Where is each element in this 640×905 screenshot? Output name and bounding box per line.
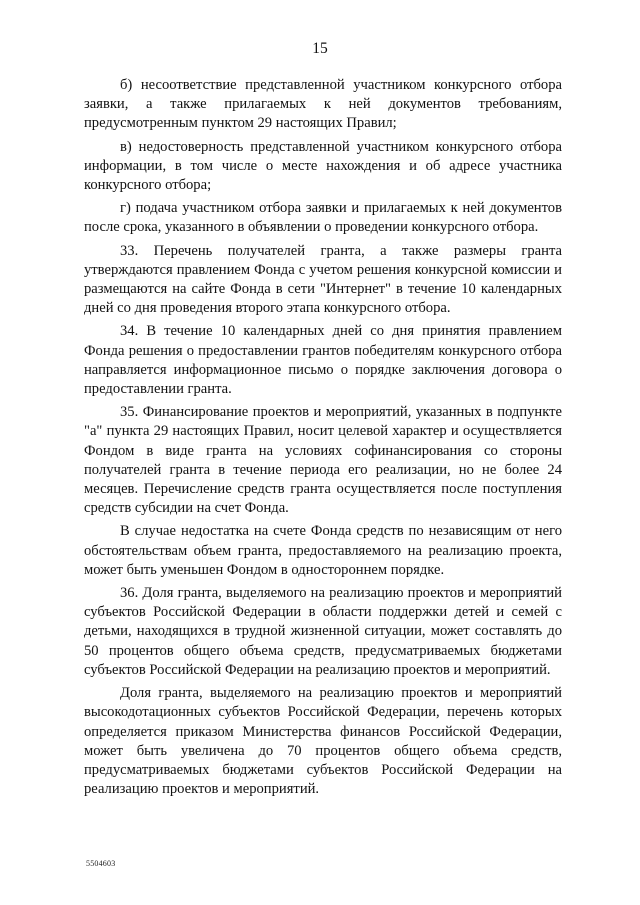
paragraph-item-g: г) подача участником отбора заявки и прилагаемых к ней документов после срока, указанного в объявлении о проведении конкурсного отбора. [84,200,562,236]
page-number: 15 [312,40,328,57]
paragraph-item-b: б) несоответствие представленной участником конкурсного отбора заявки, а также прилагаемых к ней документов требованиям, предусмотренным пунктом 29 настоящих Правил; [84,77,562,132]
paragraph-36: 36. Доля гранта, выделяемого на реализацию проектов и мероприятий субъектов Российской Федерации в области поддержки детей и семей с детьми, находящихся в трудной жизненной ситуации, может составлять до 50 процентов общего объема средств, предусматриваемых бюджетами субъектов Российской Федерации на реализацию проектов и мероприятий. [84,585,562,678]
paragraph-33: 33. Перечень получателей гранта, а также размеры гранта утверждаются правлением Фонда с учетом решения конкурсной комиссии и размещаются на сайте Фонда в сети "Интернет" в течение 10 календарных дней со дня проведения второго этапа конкурсного отбора. [84,242,562,317]
paragraph-35-continuation: В случае недостатка на счете Фонда средств по независящим от него обстоятельствам объем гранта, предоставляемого на реализацию проекта, может быть уменьшен Фондом в одностороннем порядке. [84,523,562,578]
paragraph-item-v: в) недостоверность представленной участником конкурсного отбора информации, в том числе о месте нахождения и об адресе участника конкурсного отбора; [84,138,562,194]
paragraph-36-continuation: Доля гранта, выделяемого на реализацию проектов и мероприятий высокодотационных субъектов Российской Федерации, перечень которых определяется приказом Министерства финансов Российской Федерации, может быть увеличена до 70 процентов общего объема средств, предусматриваемых бюджетами субъектов Российской Федерации на реализацию проектов и мероприятий. [84,685,562,798]
document-code: 5504603 [86,859,116,868]
paragraph-35: 35. Финансирование проектов и мероприятий, указанных в подпункте "а" пункта 29 настоящих Правил, носит целевой характер и осуществляется Фондом в виде гранта на условиях софинансирования со стороны получателей гранта в течение периода его реализации, но не более 24 месяцев. Перечисление средств гранта осуществляется после поступления средств субсидии на счет Фонда. [84,404,562,517]
paragraph-34: 34. В течение 10 календарных дней со дня принятия правлением Фонда решения о предоставлении грантов победителям конкурсного отбора направляется информационное письмо о порядке заключения договора о предоставлении гранта. [84,323,562,398]
document-body [84,76,562,803]
